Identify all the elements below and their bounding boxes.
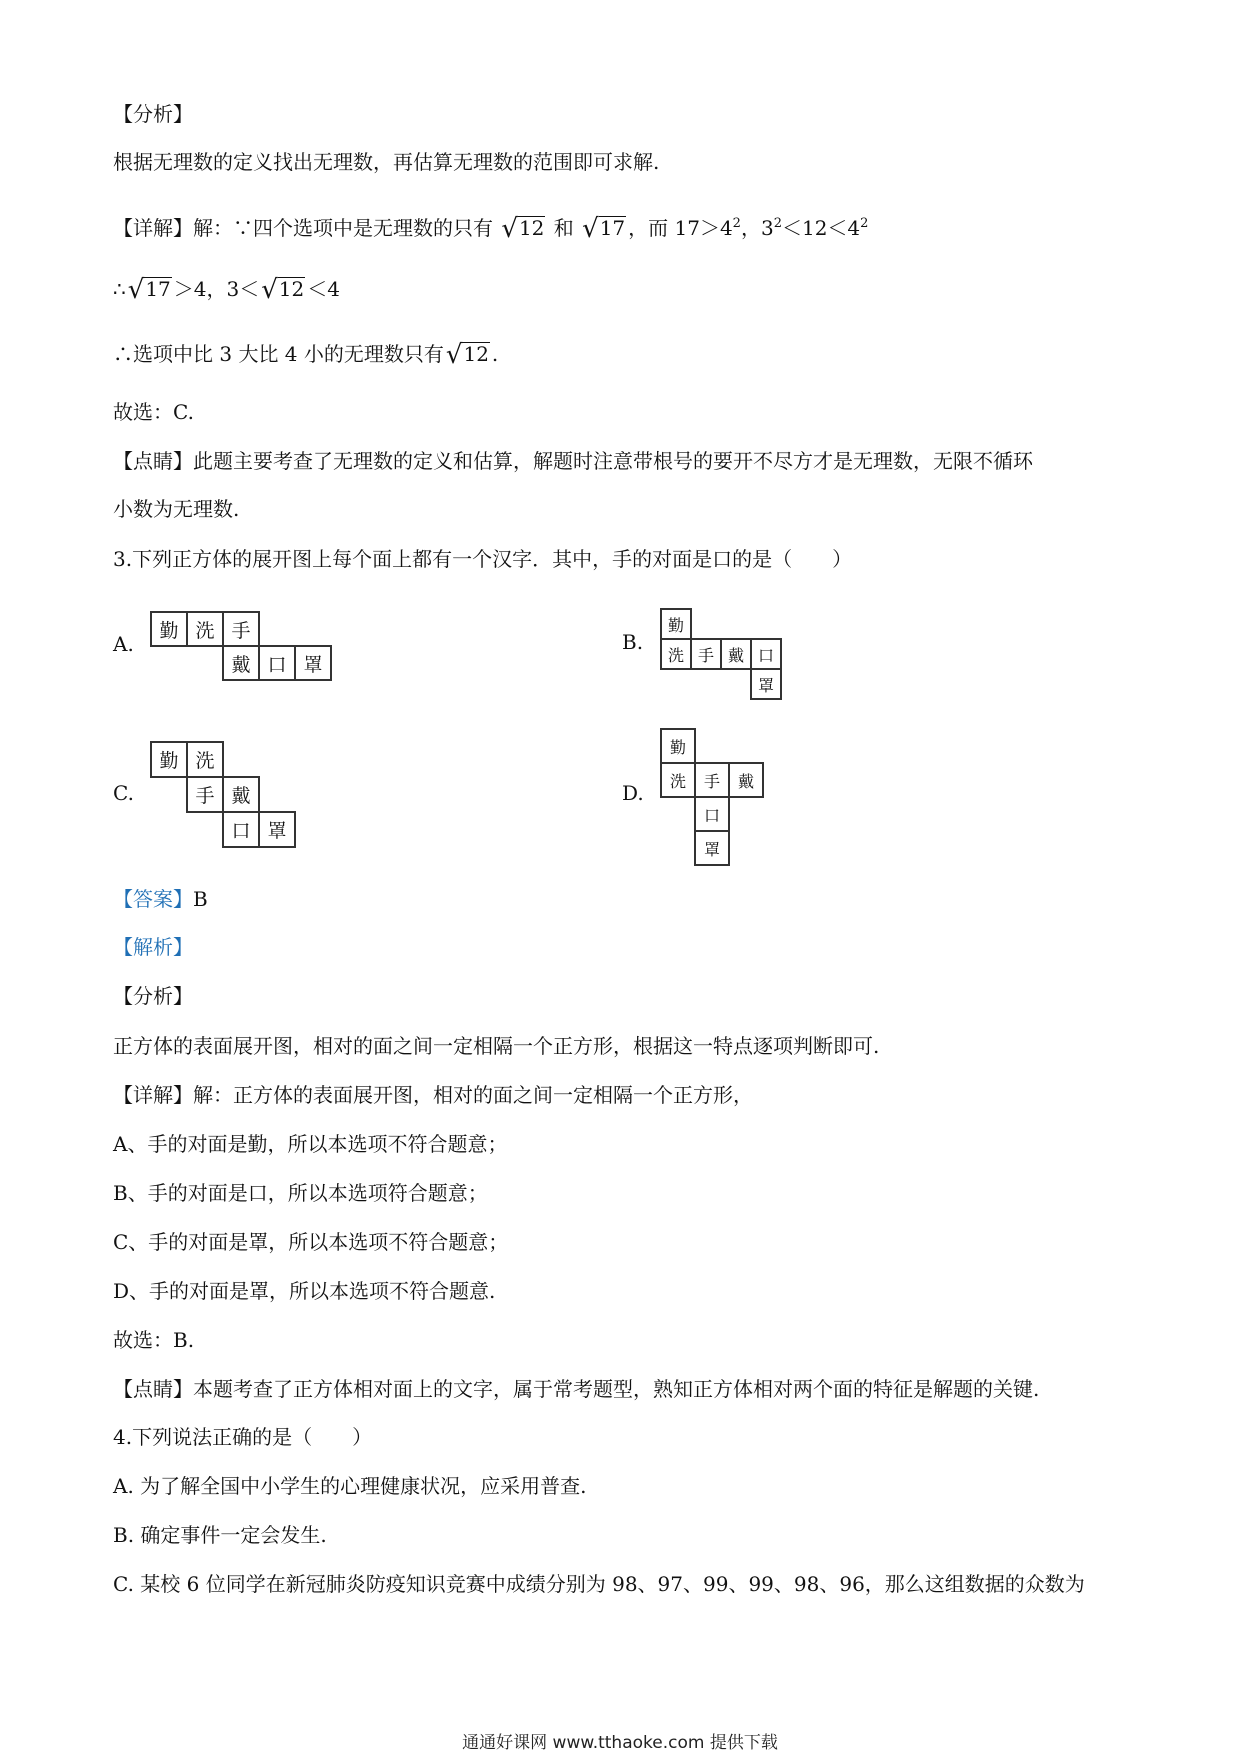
detail-lead: 解：∵四个选项中是无理数的只有 [193,216,493,240]
net-cell: 勤 [150,611,188,647]
net-cell: 手 [694,762,730,798]
choice-q2: 故选：C. [113,400,194,424]
q3-question: 3.下列正方体的展开图上每个面上都有一个汉字．其中，手的对面是口的是（ ） [113,547,853,571]
q4-option-b: B. 确定事件一定会发生. [113,1523,327,1547]
net-cell: 戴 [720,638,752,670]
therefore-end: ＜4 [307,277,340,301]
exponent: 2 [860,216,869,231]
answer-value: B [193,887,208,911]
q3-detail-text: 解：正方体的表面展开图，相对的面之间一定相隔一个正方形， [193,1083,753,1107]
q3-detail-line [113,1081,753,1109]
q3-reason-b: B、手的对面是口，所以本选项符合题意； [113,1181,488,1205]
q3-reason-a: A、手的对面是勤，所以本选项不符合题意； [113,1132,508,1156]
net-cell: 勤 [660,728,696,764]
footer-text: 通通好课网 www.tthaoke.com 提供下载 [462,1733,778,1753]
net-cell: 洗 [186,611,224,647]
therefore-symbol: ∴ [113,277,126,301]
q3-choice: 故选：B. [113,1328,195,1352]
net-cell: 洗 [186,741,224,778]
comment-heading: 【点睛】 [113,449,193,473]
explain-heading: 【解析】 [113,935,193,959]
therefore-line-2 [113,340,498,369]
net-cell: 戴 [222,776,260,813]
detail-heading: 【详解】 [113,216,193,240]
net-cell: 洗 [660,638,692,670]
comment-line-2: 小数为无理数. [113,497,240,521]
sqrt-17: √17 [582,214,626,244]
exponent: 2 [732,216,741,231]
sqrt-17: √17 [127,275,171,305]
net-cell: 罩 [258,811,296,848]
net-cell: 罩 [694,830,730,866]
and-word: 和 [553,216,574,240]
q4-question: 4.下列说法正确的是（ ） [113,1425,373,1449]
net-cell: 戴 [222,645,260,681]
net-cell: 口 [222,811,260,848]
net-cell: 口 [694,796,730,832]
net-cell: 手 [690,638,722,670]
q3-detail-heading: 【详解】 [113,1083,193,1107]
analysis-text: 根据无理数的定义找出无理数，再估算无理数的范围即可求解. [113,150,660,174]
net-cell: 罩 [294,645,332,681]
therefore-lead: ∴选项中比 3 大比 4 小的无理数只有 [113,342,444,366]
answer-line [113,885,208,913]
option-a-label: A. [113,632,134,656]
compare-text: ，而 17＞4 [628,216,733,240]
exponent: 2 [773,216,782,231]
q3-comment-heading: 【点睛】 [113,1377,193,1401]
net-cell: 口 [258,645,296,681]
option-d-label: D. [622,781,644,805]
comment-text: 此题主要考查了无理数的定义和估算，解题时注意带根号的要开不尽方才是无理数，无限不循环 [193,449,1033,473]
net-cell: 口 [750,638,782,670]
comment-line-1 [113,447,1033,475]
q3-reason-d: D、手的对面是罩，所以本选项不符合题意. [113,1279,496,1303]
q3-analysis-heading: 【分析】 [113,984,193,1008]
range-text: ＜12＜4 [781,216,861,240]
net-cell: 手 [222,611,260,647]
net-cell: 手 [186,776,224,813]
q4-option-a: A. 为了解全国中小学生的心理健康状况，应采用普查. [113,1474,587,1498]
sqrt-12: √12 [501,214,545,244]
sqrt-12: √12 [445,340,489,370]
q3-comment-text: 本题考查了正方体相对面上的文字，属于常考题型，熟知正方体相对两个面的特征是解题的关键. [193,1377,1040,1401]
analysis-heading: 【分析】 [113,102,193,126]
option-c-label: C. [113,781,134,805]
net-cell: 戴 [728,762,764,798]
answer-heading: 【答案】 [113,887,193,911]
q3-analysis-text: 正方体的表面展开图，相对的面之间一定相隔一个正方形，根据这一特点逐项判断即可. [113,1034,880,1058]
net-cell: 勤 [150,741,188,778]
period: . [491,342,499,366]
q3-reason-c: C、手的对面是罩，所以本选项不符合题意； [113,1230,509,1254]
net-cell: 勤 [660,608,692,640]
therefore-line-1 [113,275,340,304]
q4-option-c: C. 某校 6 位同学在新冠肺炎防疫知识竞赛中成绩分别为 98、97、99、99、98、96，那么这组数据的众数为 [113,1572,1085,1596]
sqrt-12: √12 [261,275,305,305]
net-cell: 洗 [660,762,696,798]
therefore-mid: ＞4，3＜ [173,277,260,301]
option-b-label: B. [622,630,644,654]
q3-comment-line [113,1375,1039,1403]
comma-sep: ，3 [740,216,774,240]
detail-line-1 [113,210,868,243]
net-cell: 罩 [750,668,782,700]
